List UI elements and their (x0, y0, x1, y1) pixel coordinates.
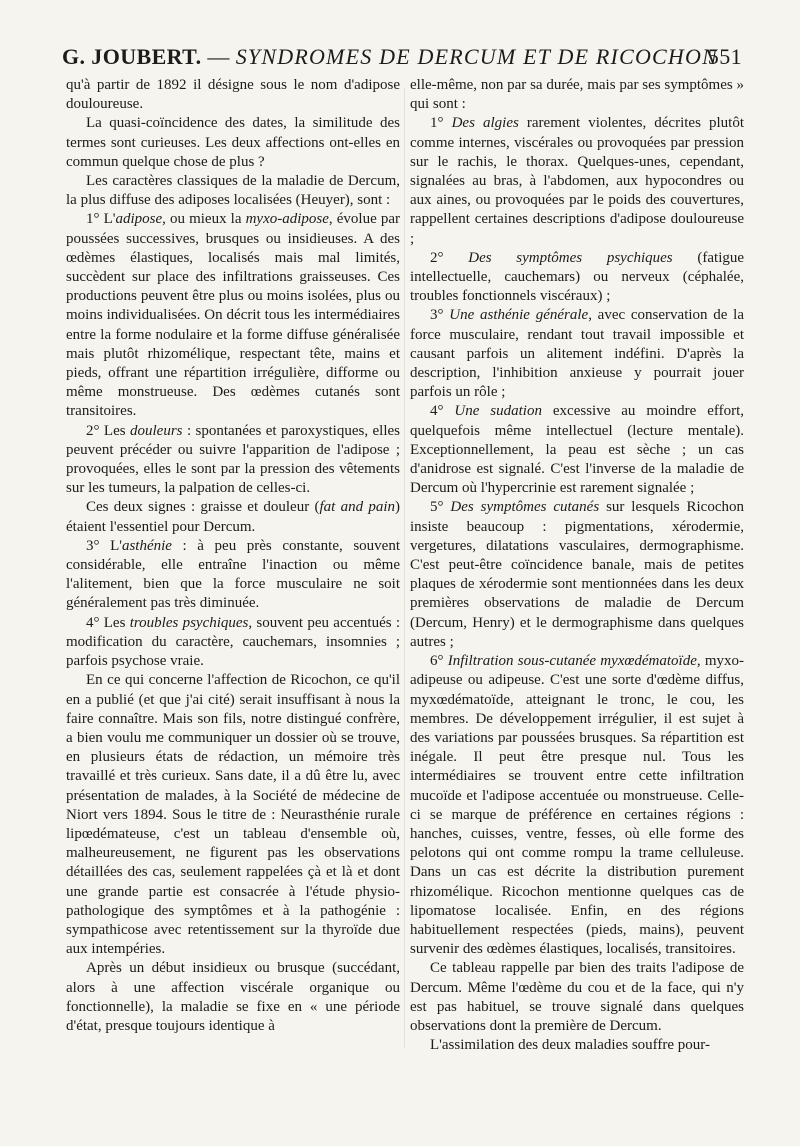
header-dash: — (207, 44, 230, 69)
paragraph: 3° L'asthénie : à peu près constante, souvent considérable, elle entraîne l'inaction ou même l'alitement, bien que la force musculaire ne soit généralement pas très diminuée. (66, 537, 400, 612)
paragraph: elle-même, non par sa durée, mais par ses symptômes » qui sont : (410, 77, 744, 113)
right-column (410, 76, 744, 1055)
left-column (66, 76, 400, 1036)
paragraph: 1° L'adipose, ou mieux la myxo-adipose, évolue par poussées successives, brusques ou insidieuses. A des œdèmes élastiques, localisés mais mal limités, succèdent sur place des infiltrations graisseuses. Ces productions peuvent être plus ou moins isolées, plus ou moins individualisées. On décrit tous les intermédiaires entre la forme nodulaire et la forme diffuse généralisée mais plutôt rhizomélique, respectant tête, mains et pieds, offrant une répartition irrégulière, difforme ou même monstrueuse. Des œdèmes cutanés sont transitoires. (66, 211, 400, 420)
paragraph: L'assimilation des deux maladies souffre pour- (430, 1037, 710, 1054)
column-gutter (404, 88, 405, 1048)
paragraph: 2° Les douleurs : spontanées et paroxystiques, elles peuvent précéder ou suivre l'apparition de l'adipose ; provoquées, elles le sont par la pression des vêtements sur les tumeurs, la palpation de celles-ci. (66, 422, 401, 497)
paragraph: Après un début insidieux ou brusque (succédant, alors à une affection viscérale organique ou fonctionnelle), la maladie se fixe en « une période d'état, presque toujours identique à (66, 960, 400, 1034)
paragraph: Ces deux signes : graisse et douleur (fat and pain) étaient l'essentiel pour Dercum. (66, 499, 400, 535)
paragraph: 3° Une asthénie générale, avec conservation de la force musculaire, rendant tout travail impossible et causant parfois un alitement indéfini. D'après la description, l'inhibition anxieuse y pourrait jouer parfois un rôle ; (410, 307, 744, 401)
paragraph: Les caractères classiques de la maladie de Dercum, la plus diffuse des adiposes localisées (Heuyer), sont : (66, 173, 400, 209)
paragraph: Ce tableau rappelle par bien des traits l'adipose de Dercum. Même l'œdème du cou et de la face, qui n'y est pas habituel, se trouve signalé dans quelques observations dont la première de Dercum. (410, 960, 744, 1034)
paragraph: 6° Infiltration sous-cutanée myxœdématoïde, myxo-adipeuse ou adipeuse. C'est une sorte d'œdème diffus, myxœdématoïde, atteignant le tronc, le cou, les membres. De développement irrégulier, il est sujet à des variations par poussées brusques. Sa répartition est inégale. Il peut être presque nul. Tous les intermédiaires se trouvent entre cette infiltration mucoïde et l'adipose accentuée ou monstrueuse. Celle-ci se marque de préférence en certaines régions : hanches, cuisses, ventre, fesses, où elle forme des pelotons qui ont comme rompu la trame celluleuse. Dans un cas est décrite la distribution purement rhizomélique. Ricochon mentionne quelques cas de lipomatose localisée. Enfin, en des régions habituellement respectées (pieds, mains), peuvent survenir des œdèmes élastiques, localisés, transitoires. (410, 653, 744, 958)
paragraph: 1° Des algies rarement violentes, décrites plutôt comme internes, viscérales ou provoquées par pression sur le rachis, le thorax. Quelques-unes, cependant, signalées au bras, à l'abdomen, aux hypocondres ou aux aines, ou provoquées par le poids des couvertures, rappellent certaines descriptions d'adipose douloureuse ; (410, 115, 744, 247)
page-number: 551 (707, 44, 742, 69)
paragraph: qu'à partir de 1892 il désigne sous le nom d'adipose douloureuse. (66, 77, 400, 113)
paragraph: 5° Des symptômes cutanés sur lesquels Ricochon insiste beaucoup : pigmentations, xérodermie, vergetures, dilatations vasculaires, dermographisme. C'est peut-être coïncidence banale, mais de petites plaques de xérodermie sont mentionnées dans les deux premières observations de maladie de Dercum (Dercum, Henry) et le dermographisme dans quelques autres ; (410, 499, 744, 650)
paragraph: La quasi-coïncidence des dates, la similitude des termes sont curieuses. Les deux affections ont-elles en commun quelque chose de plus ? (66, 115, 400, 170)
paragraph: 4° Une sudation excessive au moindre effort, quelquefois même intellectuel (lecture mentale). Exceptionnellement, la peau est sèche ; un cas d'anidrose est signalé. C'est l'inverse de la maladie de Dercum où l'hypercrinie est rarement signalée ; (410, 403, 744, 497)
paragraph: 2° Des symptômes psychiques (fatigue intellectuelle, cauchemars) ou nerveux (céphalée, troubles fonctionnels viscéraux) ; (410, 249, 745, 305)
paragraph: En ce qui concerne l'affection de Ricochon, ce qu'il en a publié (et que j'ai cité) serait insuffisant à nous la faire connaître. Mais son fils, notre distingué confrère, a bien voulu me communiquer un dossier où se trouve, en plusieurs états de rédaction, un mémoire très travaillé et très curieux. Sans date, il a dû être lu, avec présentation de malades, à la Société de médecine de Niort vers 1894. Sous le titre de : Neurasthénie rurale lipœdémateuse, c'est un tableau d'ensemble où, malheureusement, ne figurent pas les observations détaillées des cas, seulement rappelées çà et là et dont une grande partie est consacrée à l'étude physio-pathologique des symptômes et à la pathogénie : sympathicose avec retentissement sur la thyroïde due aux intempéries. (66, 672, 400, 958)
article-title: SYNDROMES DE DERCUM ET DE RICOCHON (235, 44, 718, 69)
paragraph: 4° Les troubles psychiques, souvent peu accentués : modification du caractère, cauchemars, insomnies ; parfois psychose vraie. (66, 614, 401, 670)
running-head (62, 42, 742, 72)
author-name: G. JOUBERT. (62, 44, 202, 69)
